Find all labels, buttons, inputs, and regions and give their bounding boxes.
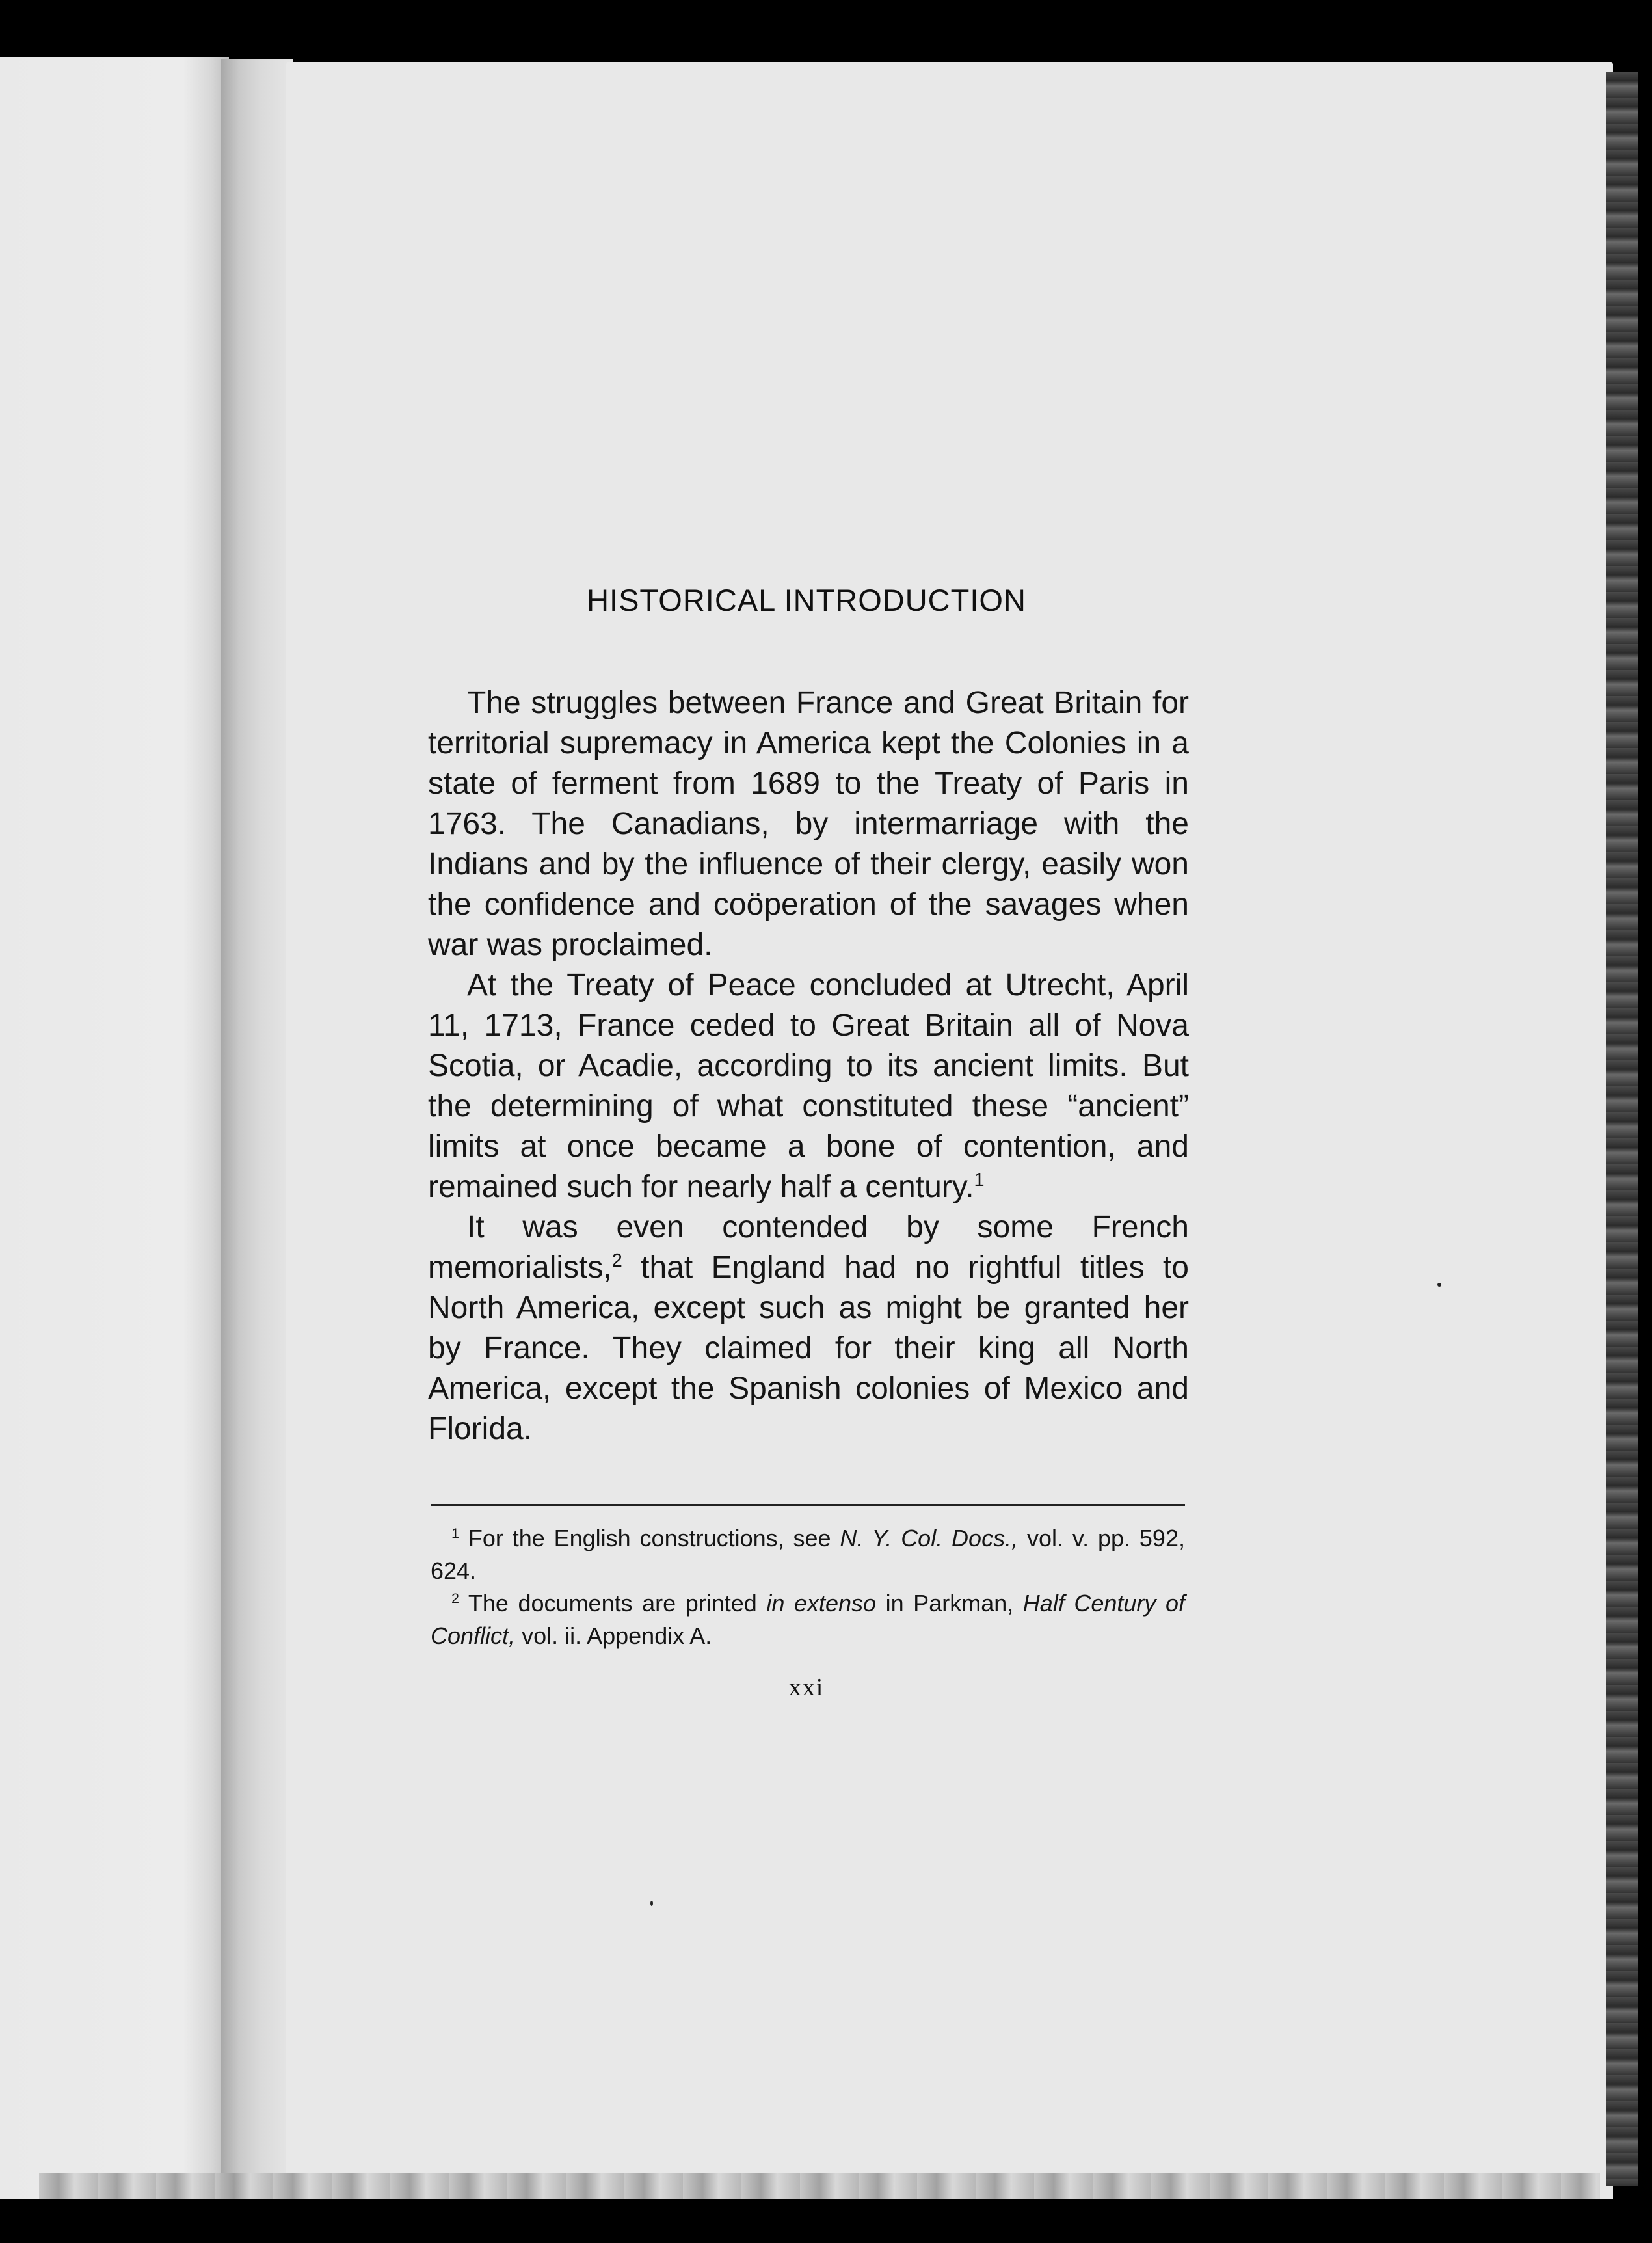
footnote-title: in extenso [766,1590,877,1617]
paragraph [428,1207,1189,1449]
footnote-marker: 2 [451,1590,460,1606]
footnote-text: For the English constructions, see [468,1525,831,1551]
footnote-title: N. Y. Col. Docs., [840,1525,1019,1551]
paragraph [428,965,1189,1207]
page-number: xxi [788,1674,825,1701]
scan-speck [650,1901,653,1906]
scan-border [0,2199,1652,2243]
footnote-divider [431,1504,1185,1506]
paragraph-text: At the Treaty of Peace concluded at Utrecht, April 11, 1713, France ceded to Great Britain all of Nova Scotia, or Acadie, according to its ancient limits. But the determining of what constituted these “ancient” limits at once became a bone of contention, and remained such for nearly half a century. [428,968,1189,1204]
footnote-text: in Parkman, [885,1590,1014,1617]
footnote-text: vol. v. pp. 592, 624. [431,1525,1185,1584]
footnote-ref: 2 [611,1250,622,1271]
paragraph-text: It was even contended by some French memorialists, [428,1210,1189,1285]
book-gutter [221,59,293,2199]
footnote-title: Half Century of Conflict, [431,1590,1185,1649]
footnote-marker: 1 [451,1525,460,1541]
left-page-edge [0,57,229,2204]
footnotes [431,1522,1185,1652]
scan-speck [1437,1283,1441,1287]
page-block-edge [1606,72,1638,2186]
footnote-ref: 1 [974,1170,985,1190]
footnote-text: vol. ii. Appendix A. [522,1622,712,1649]
footnote [431,1587,1185,1652]
paragraph: The struggles between France and Great Britain for territorial supremacy in America kept the Colonies in a state of ferment from 1689 to the Treaty of Paris in 1763. The Canadians, by intermarriage with the Indians and by the influence of their clergy, easily won the confidence and coöperation of the savages when war was proclaimed. [428,686,1189,962]
paragraph-text: that England had no rightful titles to North America, except such as might be granted her by France. They claimed for their king all North America, except the Spanish colonies of Mexico and Florida. [428,1250,1189,1446]
page-title: HISTORICAL INTRODUCTION [587,583,1026,617]
footnote [431,1522,1185,1587]
footnote-text: The documents are printed [468,1590,757,1617]
body-text [428,683,1189,1449]
